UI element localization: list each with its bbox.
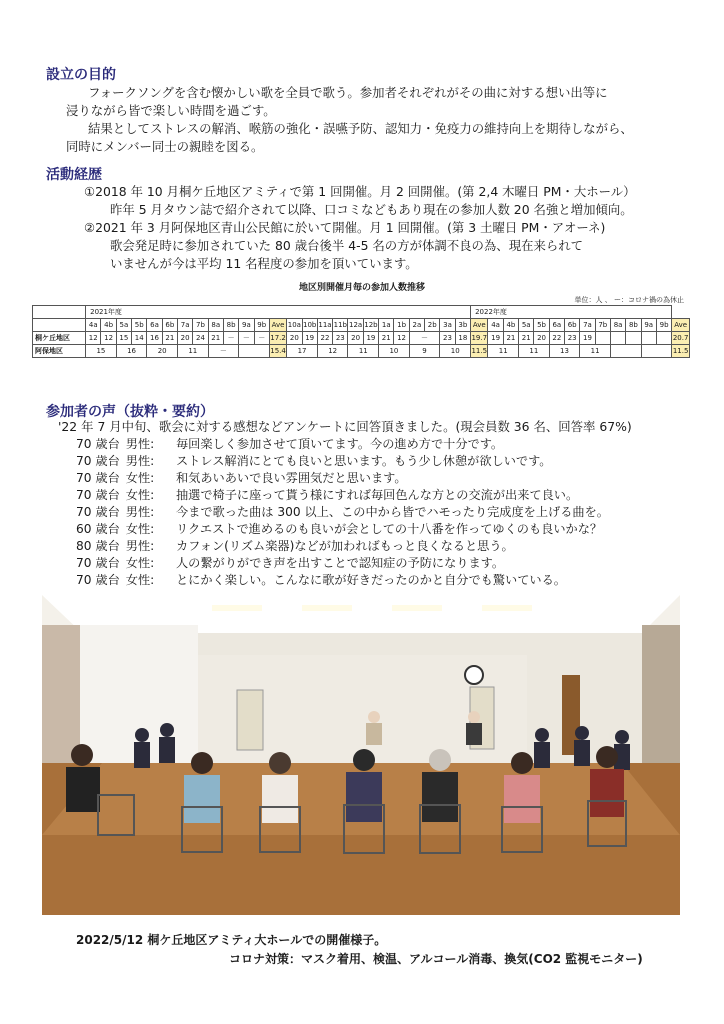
- cell: 22: [549, 332, 564, 345]
- cell: 12: [86, 332, 101, 345]
- voice-age: 80 歳台: [76, 539, 120, 553]
- month-header: 1b: [394, 319, 409, 332]
- month-header: 4a: [86, 319, 101, 332]
- cell: 10: [379, 345, 410, 358]
- month-header: 10a: [287, 319, 302, 332]
- cell: 10: [440, 345, 471, 358]
- table-row-kirigaoka: [33, 332, 690, 345]
- hall-photo-illustration: [42, 595, 680, 915]
- cell: 23: [565, 332, 580, 345]
- month-header: Ave: [269, 319, 286, 332]
- average-cell: 15.4: [269, 345, 286, 358]
- history-line-4: 歌会発足時に参加されていた 80 歳台後半 4-5 名の方が体調不良の為、現在来られて: [110, 238, 584, 253]
- voice-sex: 女性:: [125, 488, 155, 502]
- cell: 19: [488, 332, 503, 345]
- cell: [626, 332, 641, 345]
- cell: 21: [162, 332, 177, 345]
- voice-age: 60 歳台: [76, 522, 120, 536]
- voice-item: [76, 436, 609, 453]
- cell: 21: [379, 332, 394, 345]
- cell: 15: [116, 332, 131, 345]
- voice-age: 70 歳台: [76, 505, 120, 519]
- month-header: 9b: [254, 319, 269, 332]
- row-label: 桐ケ丘地区: [33, 332, 86, 345]
- month-header: 8a: [610, 319, 625, 332]
- average-cell: 11.5: [672, 345, 690, 358]
- voices-list: [76, 436, 609, 589]
- row-label: 阿保地区: [33, 345, 86, 358]
- voice-sex: 女性:: [125, 522, 155, 536]
- month-header: 10b: [302, 319, 317, 332]
- month-header: 11b: [333, 319, 348, 332]
- month-header: 9a: [641, 319, 656, 332]
- voice-text: 和気あいあいで良い雰囲気だと思います。: [176, 471, 407, 485]
- cell: 20: [348, 332, 363, 345]
- month-header: 6b: [162, 319, 177, 332]
- month-header: 11a: [317, 319, 332, 332]
- cell: [610, 332, 625, 345]
- voice-text: ストレス解消にとても良いと思います。もう少し休憩が欲しいです。: [176, 454, 552, 468]
- month-header: 1a: [379, 319, 394, 332]
- cell: 12: [317, 345, 348, 358]
- table-row-abo: [33, 345, 690, 358]
- voice-sex: 男性:: [125, 539, 155, 553]
- voice-sex: 女性:: [125, 573, 155, 587]
- month-header: 5b: [534, 319, 549, 332]
- voice-text: カフォン(リズム楽器)などが加わればもっと良くなると思う。: [176, 539, 514, 553]
- month-header: 7a: [177, 319, 192, 332]
- month-header: 4a: [488, 319, 503, 332]
- cell: 12: [394, 332, 409, 345]
- voice-item: [76, 555, 609, 572]
- history-line-5: いませんが今は平均 11 名程度の参加を頂いています。: [110, 256, 418, 271]
- voice-age: 70 歳台: [76, 437, 120, 451]
- cell: 24: [193, 332, 208, 345]
- cell: 9: [409, 345, 440, 358]
- voice-text: リクエストで進めるのも良いが会としての十八番を作ってゆくのも良いかな？: [176, 522, 603, 536]
- cell: 20: [534, 332, 549, 345]
- voice-age: 70 歳台: [76, 573, 120, 587]
- voices-intro: '22 年 7 月中旬、歌会に対する感想などアンケートに回答頂きました。(現会員数 36 名、回答率 67%): [58, 419, 632, 434]
- voices-heading: 参加者の声（抜粋・要約）: [46, 404, 214, 420]
- average-cell: 11.5: [471, 345, 488, 358]
- average-cell: 20.7: [672, 332, 690, 345]
- month-header-row: [33, 319, 690, 332]
- cell: 22: [317, 332, 332, 345]
- cell: 19: [580, 332, 595, 345]
- month-header: 9a: [239, 319, 254, 332]
- cell: 15: [86, 345, 117, 358]
- voice-sex: 男性:: [125, 454, 155, 468]
- month-header: 9b: [656, 319, 671, 332]
- cell: －: [409, 332, 440, 345]
- year-row: [33, 306, 690, 319]
- month-header: 7b: [193, 319, 208, 332]
- cell: [656, 332, 671, 345]
- cell: 19: [302, 332, 317, 345]
- cell: 17: [287, 345, 318, 358]
- cell: －: [239, 332, 254, 345]
- purpose-line-4: 同時にメンバー同士の親睦を図る。: [66, 139, 264, 154]
- cell: 11: [177, 345, 208, 358]
- cell: 19: [363, 332, 378, 345]
- voice-age: 70 歳台: [76, 471, 120, 485]
- cell: 16: [116, 345, 147, 358]
- voice-item: [76, 487, 609, 504]
- month-header: 7b: [595, 319, 610, 332]
- month-header: 4b: [101, 319, 116, 332]
- cell: [595, 332, 610, 345]
- month-header: 7a: [580, 319, 595, 332]
- month-header: 5a: [519, 319, 534, 332]
- cell: 20: [147, 345, 178, 358]
- voice-age: 70 歳台: [76, 454, 120, 468]
- photo-caption-date: 2022/5/12 桐ケ丘地区アミティ大ホールでの開催様子。: [76, 933, 387, 947]
- voice-sex: 男性:: [125, 437, 155, 451]
- cell: 20: [287, 332, 302, 345]
- cell: 23: [440, 332, 455, 345]
- average-cell: 19.7: [471, 332, 488, 345]
- voice-item: [76, 572, 609, 589]
- cell: 13: [549, 345, 580, 358]
- voice-item: [76, 453, 609, 470]
- voice-age: 70 歳台: [76, 488, 120, 502]
- voice-item: [76, 538, 609, 555]
- cell: －: [223, 332, 238, 345]
- cell: 23: [333, 332, 348, 345]
- month-header: 3b: [455, 319, 470, 332]
- month-header: 5a: [116, 319, 131, 332]
- voice-text: 抽選で椅子に座って貰う様にすれば毎回色んな方との交流が出来て良い。: [176, 488, 579, 502]
- cell: [641, 332, 656, 345]
- cell: 21: [519, 332, 534, 345]
- cell: 21: [208, 332, 223, 345]
- month-header: 5b: [132, 319, 147, 332]
- purpose-line-2: 浸りながら皆で楽しい時間を過ごす。: [66, 103, 276, 118]
- cell: －: [254, 332, 269, 345]
- voice-text: 毎回楽しく参加させて頂いてます。今の進め方で十分です。: [176, 437, 504, 451]
- month-header: 3a: [440, 319, 455, 332]
- table-unit-note: 単位：人 、 ー：コロナ禍の為休止: [574, 296, 684, 304]
- attendance-table: [32, 305, 690, 358]
- voice-text: 人の繋がりができ声を出すことで認知症の予防になります。: [176, 556, 505, 570]
- voice-sex: 女性:: [125, 556, 155, 570]
- voice-item: [76, 504, 609, 521]
- month-header: 6b: [565, 319, 580, 332]
- month-header: 12b: [363, 319, 378, 332]
- photo-caption-covid: コロナ対策：マスク着用、検温、アルコール消毒、換気(CO2 監視モニター): [229, 952, 643, 966]
- voice-text: 今まで歌った曲は 300 以上、この中から皆でハモったり完成度を上げる曲を。: [176, 505, 609, 519]
- cell: 11: [488, 345, 519, 358]
- cell: 11: [348, 345, 379, 358]
- month-header: 12a: [348, 319, 363, 332]
- average-cell: 17.2: [269, 332, 286, 345]
- voice-text: とにかく楽しい。こんなに歌が好きだったのかと自分でも驚いている。: [176, 573, 566, 587]
- month-header: 4b: [503, 319, 518, 332]
- month-header: 8b: [223, 319, 238, 332]
- voice-sex: 男性:: [125, 505, 155, 519]
- event-photo: [42, 595, 680, 915]
- month-header: 6a: [147, 319, 162, 332]
- history-line-2: 昨年 5 月タウン誌で紹介されて以降、口コミなどもあり現在の参加人数 20 名強と増加傾向。: [110, 202, 633, 217]
- month-header: 6a: [549, 319, 564, 332]
- year-label-2022: 2022年度: [471, 306, 672, 319]
- voice-age: 70 歳台: [76, 556, 120, 570]
- cell: 16: [147, 332, 162, 345]
- cell: －: [208, 345, 239, 358]
- month-header: 2b: [425, 319, 440, 332]
- month-header: 2a: [409, 319, 424, 332]
- table-title: 地区別開催月毎の参加人数推移: [298, 283, 425, 293]
- cell: 11: [519, 345, 550, 358]
- history-line-3: ②2021 年 3 月阿保地区青山公民館に於いて開催。月 1 回開催。(第 3 土曜日 PM・アオーネ): [84, 220, 606, 235]
- month-header: Ave: [471, 319, 488, 332]
- year-label-2021: 2021年度: [86, 306, 471, 319]
- voice-item: [76, 521, 609, 538]
- cell: 20: [177, 332, 192, 345]
- voice-sex: 女性:: [125, 471, 155, 485]
- purpose-heading: 設立の目的: [46, 67, 116, 83]
- cell: 21: [503, 332, 518, 345]
- history-line-1: ①2018 年 10 月桐ケ丘地区アミティで第 1 回開催。月 2 回開催。(第 2,4 木曜日 PM・大ホール）: [84, 184, 636, 199]
- purpose-line-1: フォークソングを含む懐かしい歌を全員で歌う。参加者それぞれがその曲に対する想い出等に: [88, 85, 608, 100]
- cell: 14: [132, 332, 147, 345]
- month-header: 8a: [208, 319, 223, 332]
- cell: 11: [580, 345, 611, 358]
- month-header: 8b: [626, 319, 641, 332]
- cell: 12: [101, 332, 116, 345]
- purpose-line-3: 結果としてストレスの解消、喉筋の強化・誤嚥予防、認知力・免疫力の維持向上を期待しながら、: [88, 121, 633, 136]
- month-header: Ave: [672, 319, 690, 332]
- history-heading: 活動経歴: [46, 167, 102, 183]
- cell: 18: [455, 332, 470, 345]
- voice-item: [76, 470, 609, 487]
